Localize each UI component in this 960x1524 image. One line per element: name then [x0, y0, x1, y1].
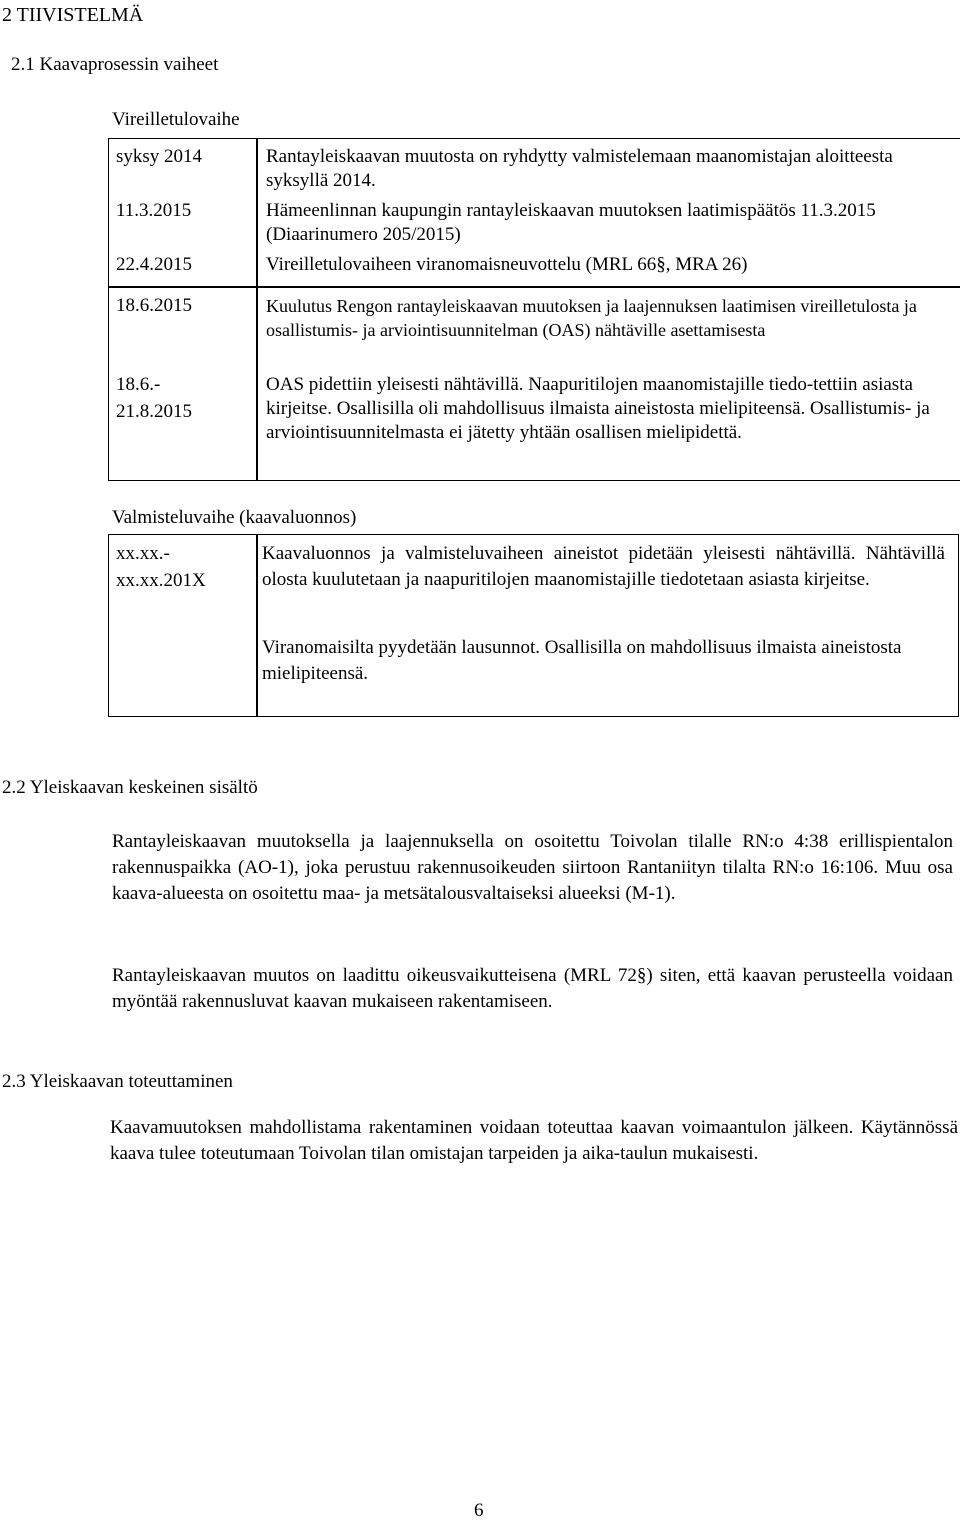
- phase2-divider: [256, 534, 258, 717]
- phase1-text-4: Kuulutus Rengon rantayleiskaavan muutoksen ja laajennuksen laatimisen vireilletulosta ja osallistumis- ja arviointisuunnitelman (OAS) nähtäville asettamisesta: [266, 296, 917, 340]
- phase1-date-5a: 18.6.-: [116, 374, 161, 395]
- phase1-date-1: syksy 2014: [116, 146, 203, 167]
- phase1-divider: [256, 138, 258, 481]
- phase1-text-3: Vireilletulovaiheen viranomaisneuvottelu (MRL 66§, MRA 26): [266, 254, 748, 275]
- phase2-paragraph-1: Kaavaluonnos ja valmisteluvaiheen aineistot pidetään yleisesti nähtävillä. Nähtävillä olosta kuulutetaan ja naapuritilojen maanomistajille tiedotetaan asiasta kirjeitse.: [262, 543, 945, 590]
- phase1-text-5: OAS pidettiin yleisesti nähtävillä. Naapuritilojen maanomistajille tiedo-tettiin asiasta kirjeitse. Osallisilla oli mahdollisuus ilmaista aineistosta mielipiteensä. Osallistumis- ja arviointisuunnitelmasta ei jätetty yhtään osallisen mielipidettä.: [266, 374, 930, 443]
- subsection-title-2-1: 2.1 Kaavaprosessin vaiheet: [11, 54, 219, 75]
- phase1-date-2: 11.3.2015: [116, 200, 192, 221]
- phase-heading-valmisteluvaihe: Valmisteluvaihe (kaavaluonnos): [112, 507, 357, 528]
- phase2-paragraph-2: Viranomaisilta pyydetään lausunnot. Osallisilla on mahdollisuus ilmaista aineistosta mielipiteensä.: [262, 637, 902, 684]
- phase1-text-1: Rantayleiskaavan muutosta on ryhdytty valmistelemaan maanomistajan aloitteesta syksyllä 2014.: [266, 146, 893, 191]
- content-paragraph-1: Rantayleiskaavan muutoksella ja laajennuksella on osoitettu Toivolan tilalle RN:o 4:38 erillispientalon rakennuspaikka (AO-1), joka perustuu rakennusoikeuden siirtoon Rantaniityn tilalta RN:o 16:106. Muu osa kaava-alueesta on osoitettu maa- ja metsätalousvaltaiseksi alueeksi (M-1).: [112, 831, 953, 904]
- phase1-date-3: 22.4.2015: [116, 254, 192, 275]
- phase1-row-divider: [108, 286, 960, 288]
- subsection-title-2-3: 2.3 Yleiskaavan toteuttaminen: [2, 1071, 233, 1092]
- phase2-date-b: xx.xx.201X: [116, 570, 206, 591]
- phase1-date-4: 18.6.2015: [116, 295, 192, 316]
- phase1-date-5b: 21.8.2015: [116, 401, 192, 422]
- subsection-title-2-2: 2.2 Yleiskaavan keskeinen sisältö: [2, 777, 258, 798]
- page-number: 6: [474, 1500, 484, 1521]
- phase-heading-vireilletulovaihe: Vireilletulovaihe: [112, 109, 240, 130]
- content-paragraph-2: Rantayleiskaavan muutos on laadittu oikeusvaikutteisena (MRL 72§) siten, että kaavan perusteella voidaan myöntää rakennusluvat kaavan mukaiseen rakentamiseen.: [112, 965, 953, 1012]
- phase2-date-a: xx.xx.-: [116, 543, 170, 564]
- phase1-text-2: Hämeenlinnan kaupungin rantayleiskaavan muutoksen laatimispäätös 11.3.2015 (Diaarinumero 205/2015): [266, 200, 876, 245]
- implementation-paragraph: Kaavamuutoksen mahdollistama rakentaminen voidaan toteuttaa kaavan voimaantulon jälkeen. Käytännössä kaava tulee toteutumaan Toivolan tilan omistajan tarpeiden ja aika-taulun mukaisesti.: [110, 1117, 958, 1164]
- section-title: 2 TIIVISTELMÄ: [2, 4, 144, 26]
